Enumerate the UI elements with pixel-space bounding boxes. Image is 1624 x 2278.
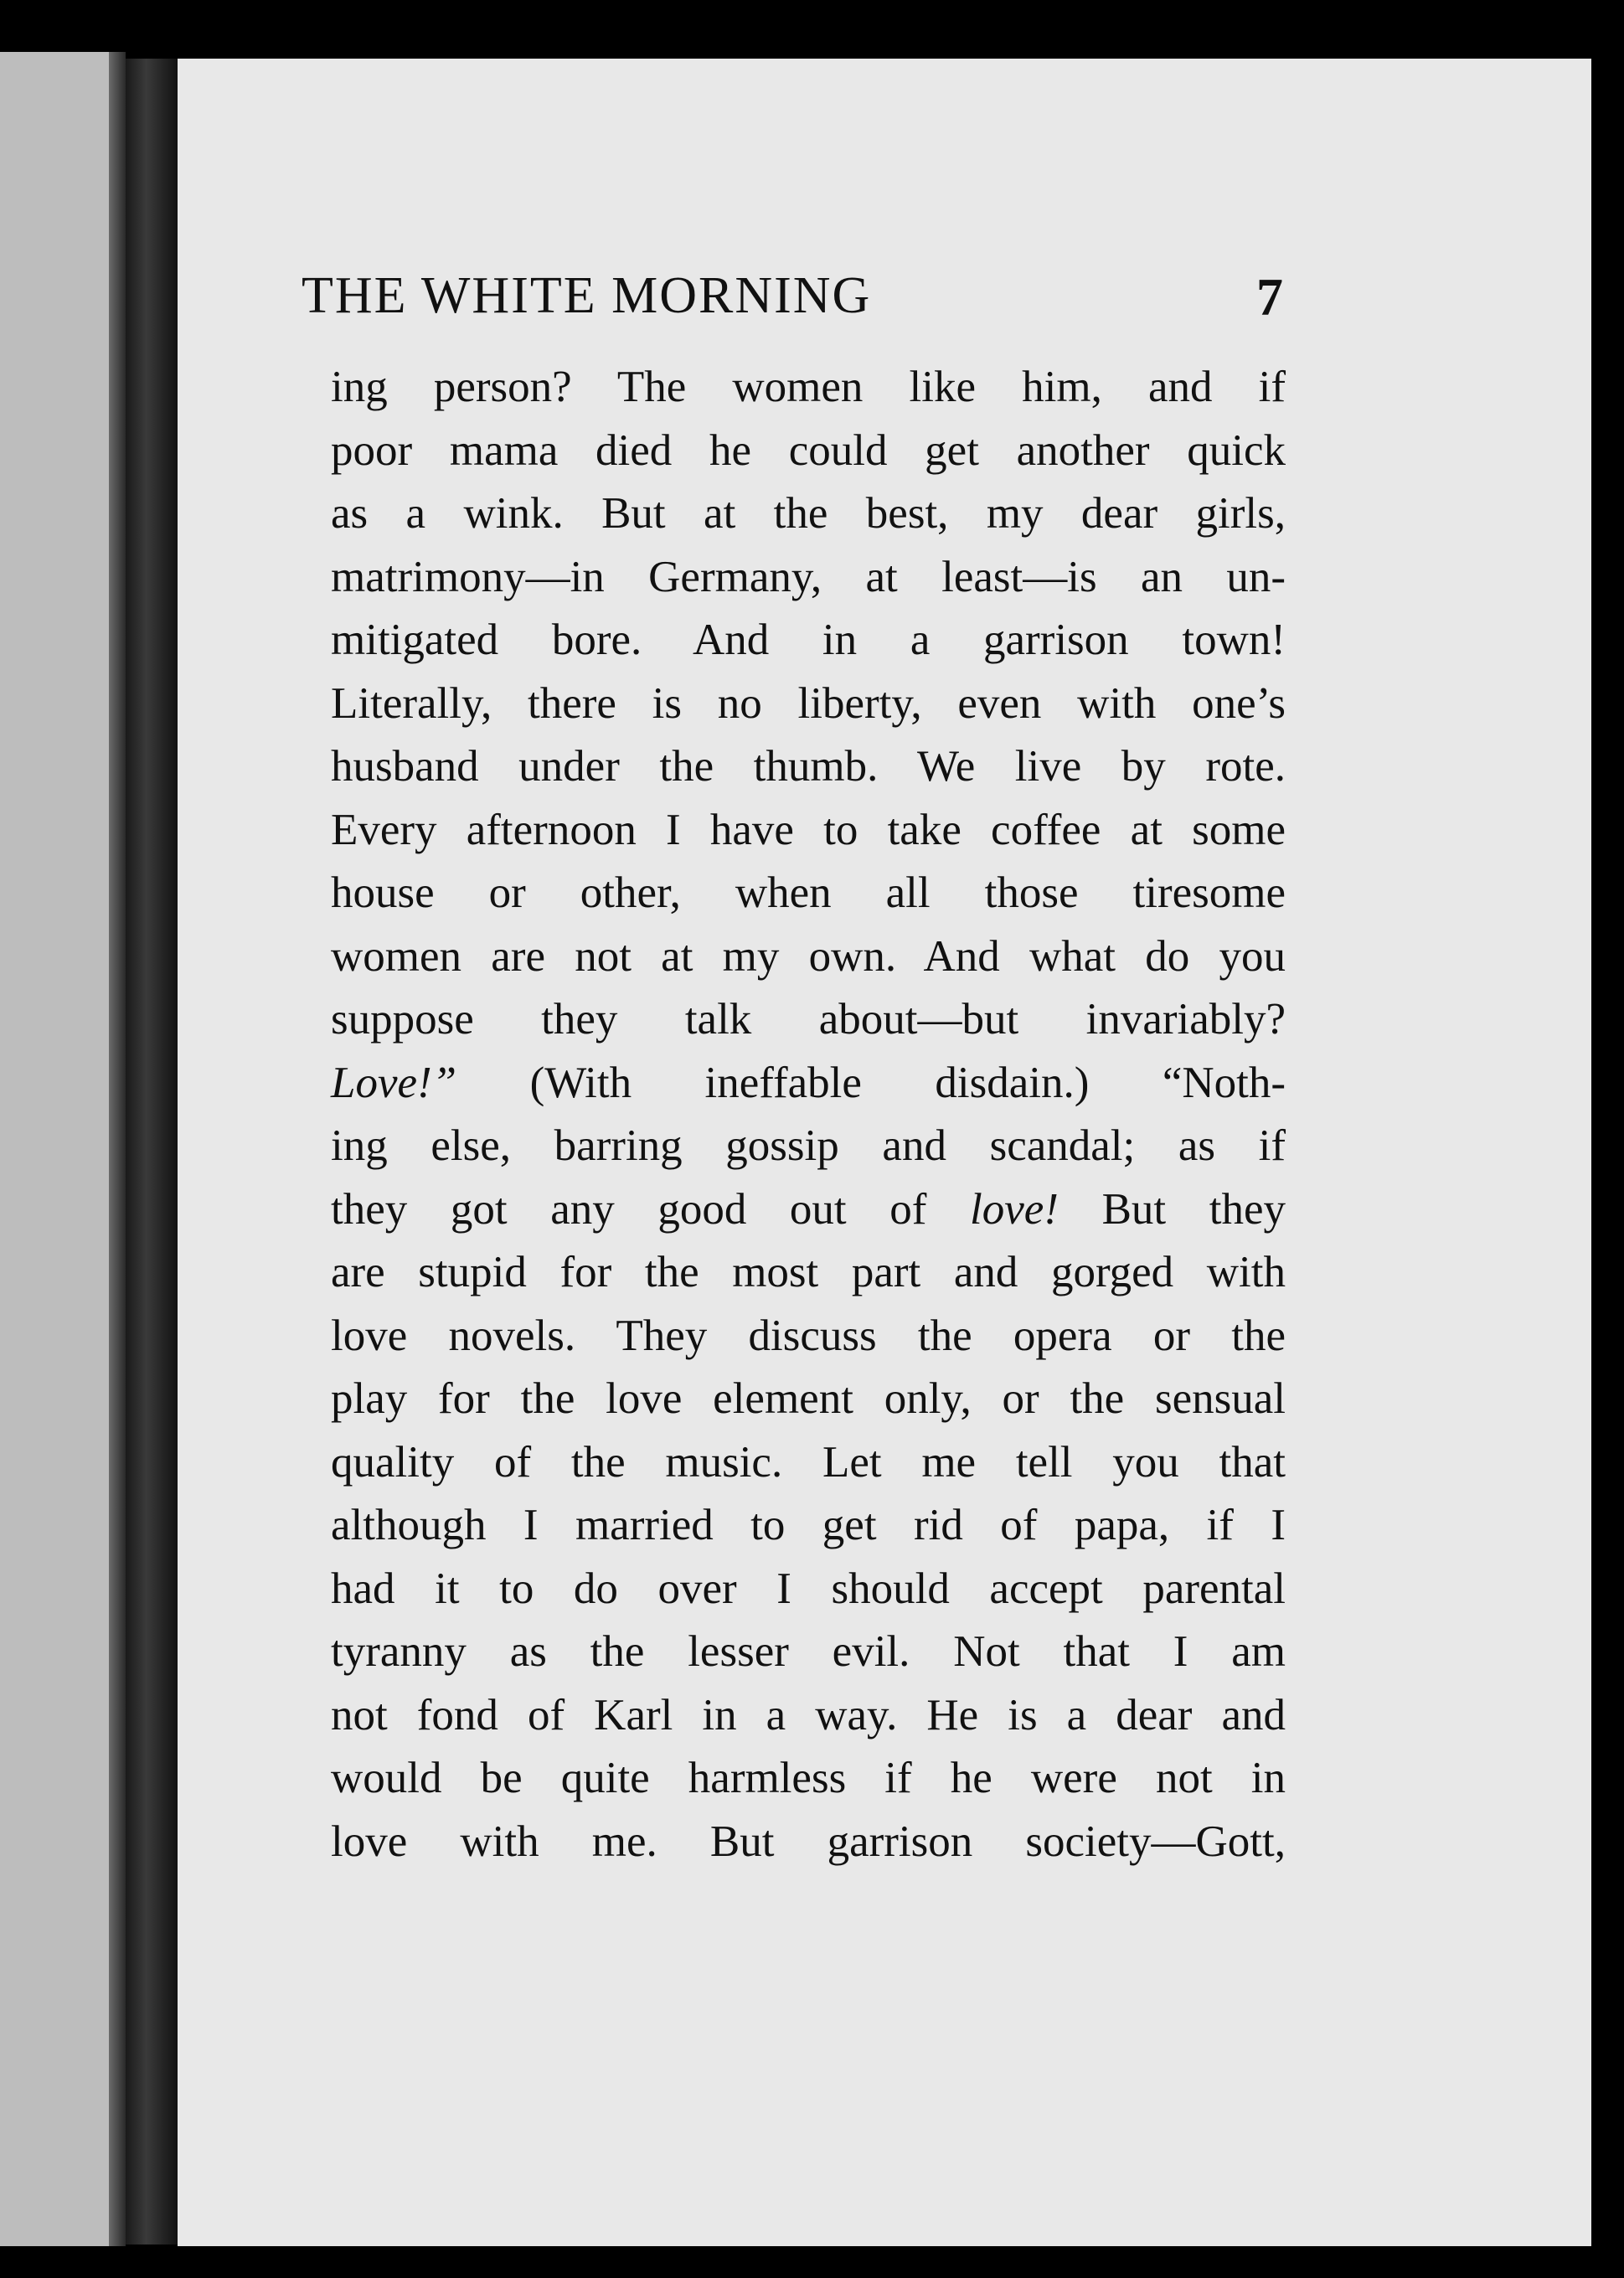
text-run: play for the love element only, or the sensual	[331, 1374, 1286, 1423]
text-run: women are not at my own. And what do you	[331, 931, 1286, 981]
text-line	[331, 482, 1286, 546]
text-line	[331, 1052, 1286, 1116]
text-run: although I married to get rid of papa, if I	[331, 1501, 1286, 1549]
text-line	[331, 546, 1286, 610]
text-line	[331, 1178, 1286, 1242]
text-run: as a wink. But at the best, my dear girls,	[331, 489, 1286, 538]
text-run: tyranny as the lesser evil. Not that I am	[331, 1627, 1286, 1676]
text-line	[331, 1558, 1286, 1621]
text-run: ing else, barring gossip and scandal; as if	[331, 1121, 1286, 1170]
facing-page-edge	[0, 52, 121, 2246]
text-run: (With ineffable disdain.) “Noth-	[456, 1058, 1286, 1107]
text-run: poor mama died he could get another quick	[331, 425, 1286, 475]
text-run: Literally, there is no liberty, even with one’s	[331, 678, 1286, 728]
text-line	[331, 735, 1286, 799]
text-run: But they	[1058, 1184, 1286, 1234]
text-line	[331, 609, 1286, 673]
text-run: would be quite harmless if he were not in	[331, 1754, 1286, 1802]
text-run: husband under the thumb. We live by rote.	[331, 742, 1286, 791]
text-line	[331, 356, 1286, 420]
text-line	[331, 862, 1286, 925]
italic-text: love!	[970, 1184, 1059, 1234]
book-gutter	[126, 59, 178, 2244]
text-line	[331, 1811, 1286, 1874]
text-run: suppose they talk about—but invariably?	[331, 995, 1286, 1044]
italic-text: Love!”	[331, 1058, 457, 1107]
text-line	[331, 1115, 1286, 1178]
text-line	[331, 673, 1286, 736]
text-run: matrimony—in Germany, at least—is an un-	[331, 552, 1286, 601]
text-run: mitigated bore. And in a garrison town!	[331, 616, 1286, 664]
text-run: quality of the music. Let me tell you that	[331, 1437, 1286, 1487]
text-line	[331, 1241, 1286, 1305]
text-line	[331, 799, 1286, 863]
running-head: THE WHITE MORNING	[302, 267, 872, 324]
text-line	[331, 1494, 1286, 1558]
text-run: love with me. But garrison society—Gott,	[331, 1817, 1286, 1866]
page-number: 7	[1256, 267, 1283, 327]
text-line	[331, 1431, 1286, 1495]
body-text	[331, 356, 1286, 1873]
text-run: are stupid for the most part and gorged with	[331, 1248, 1286, 1296]
text-run: ing person? The women like him, and if	[331, 363, 1286, 411]
text-run: not fond of Karl in a way. He is a dear and	[331, 1690, 1286, 1739]
text-run: had it to do over I should accept parental	[331, 1564, 1286, 1613]
text-line	[331, 1621, 1286, 1684]
text-line	[331, 1747, 1286, 1811]
text-line	[331, 925, 1286, 989]
facing-page-shadow	[109, 52, 126, 2246]
text-line	[331, 1305, 1286, 1368]
text-run: house or other, when all those tiresome	[331, 868, 1286, 917]
text-run: Every afternoon I have to take coffee at some	[331, 805, 1286, 854]
text-line	[331, 1684, 1286, 1748]
text-line	[331, 988, 1286, 1052]
text-line	[331, 1368, 1286, 1431]
text-run: they got any good out of	[331, 1184, 971, 1234]
text-line	[331, 420, 1286, 483]
text-run: love novels. They discuss the opera or the	[331, 1311, 1286, 1360]
